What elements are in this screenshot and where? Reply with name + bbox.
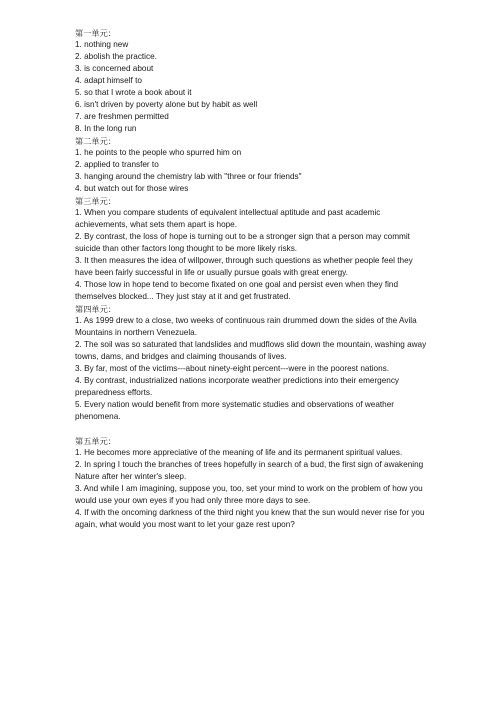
list-item: 2. By contrast, the loss of hope is turning out to be a stronger sign that a person may commit suicide than other factors long thought to be more likely risks. bbox=[75, 232, 410, 253]
list-item: 5. Every nation would benefit from more systematic studies and observations of weather phenomena. bbox=[75, 400, 395, 421]
section-title: 第五单元： bbox=[75, 436, 116, 446]
list-item: 4. but watch out for those wires bbox=[75, 184, 189, 193]
list-item: 3. hanging around the chemistry lab with "three or four friends" bbox=[75, 172, 302, 181]
section-title: 第四单元： bbox=[75, 304, 116, 314]
document-page bbox=[75, 27, 427, 531]
list-item: 3. It then measures the idea of willpower, through such questions as whether people feel they have been fairly successful in life or usually pursue goals with great energy. bbox=[75, 256, 413, 277]
list-item: 3. By far, most of the victims---about ninety-eight percent---were in the poorest nations. bbox=[75, 364, 389, 373]
list-item: 4. Those low in hope tend to become fixated on one goal and persist even when they find themselves blocked... They just stay at it and get frustrated. bbox=[75, 280, 399, 301]
list-item: 1. he points to the people who spurred him on bbox=[75, 148, 242, 157]
list-item: 2. The soil was so saturated that landslides and mudflows slid down the mountain, washing away towns, dams, and bridges and claiming thousands of lives. bbox=[75, 340, 427, 361]
list-item: 3. is concerned about bbox=[75, 64, 154, 73]
section-title: 第二单元： bbox=[75, 136, 116, 146]
list-item: 2. applied to transfer to bbox=[75, 160, 159, 169]
blank-line bbox=[75, 423, 427, 435]
list-item: 1. nothing new bbox=[75, 40, 129, 49]
list-item: 2. abolish the practice. bbox=[75, 52, 157, 61]
list-item: 2. In spring I touch the branches of trees hopefully in search of a bud, the first sign of awakening Nature after her winter's sleep. bbox=[75, 460, 424, 481]
list-item: 4. By contrast, industrialized nations incorporate weather predictions into their emergency preparedness efforts. bbox=[75, 376, 400, 397]
section-title: 第三单元： bbox=[75, 196, 116, 206]
section-unit-3 bbox=[75, 195, 427, 303]
section-title: 第一单元： bbox=[75, 28, 116, 38]
section-unit-4 bbox=[75, 303, 427, 423]
list-item: 3. And while I am imagining, suppose you, too, set your mind to work on the problem of how you would use your own eyes if you had only three more days to see. bbox=[75, 484, 423, 505]
list-item: 4. If with the oncoming darkness of the third night you knew that the sun would never rise for you again, what would you most want to let your gaze rest upon? bbox=[75, 508, 425, 529]
list-item: 4. adapt himself to bbox=[75, 76, 142, 85]
list-item: 6. isn't driven by poverty alone but by habit as well bbox=[75, 100, 258, 109]
list-item: 8. In the long run bbox=[75, 124, 137, 133]
section-unit-1 bbox=[75, 27, 427, 135]
section-unit-2 bbox=[75, 135, 427, 195]
list-item: 1. He becomes more appreciative of the meaning of life and its permanent spiritual values. bbox=[75, 448, 403, 457]
list-item: 5. so that I wrote a book about it bbox=[75, 88, 192, 97]
list-item: 1. When you compare students of equivalent intellectual aptitude and past academic achievements, what sets them apart is hope. bbox=[75, 208, 381, 229]
list-item: 1. As 1999 drew to a close, two weeks of continuous rain drummed down the sides of the Avila Mountains in northern Venezuela. bbox=[75, 316, 417, 337]
section-unit-5 bbox=[75, 435, 427, 531]
list-item: 7. are freshmen permitted bbox=[75, 112, 169, 121]
